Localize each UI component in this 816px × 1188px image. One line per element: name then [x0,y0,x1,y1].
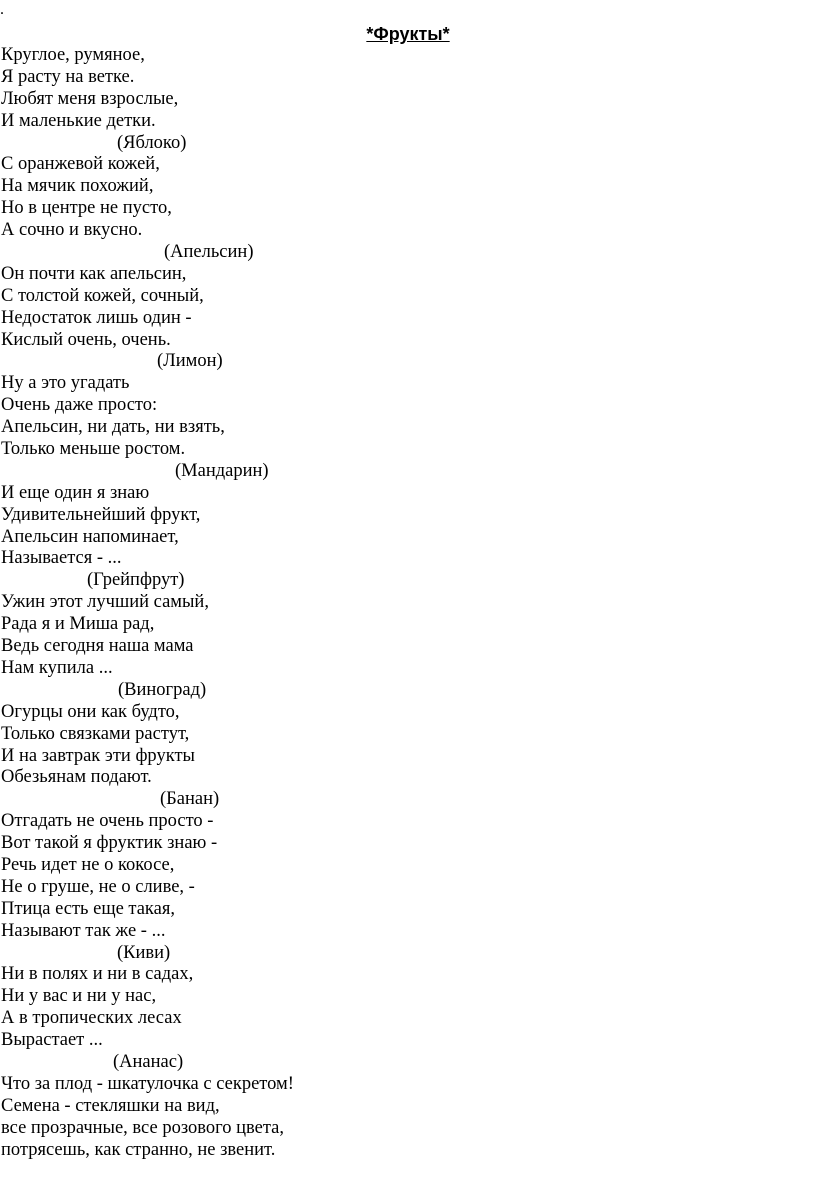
riddle-line: Что за плод - шкатулочка с секретом! [1,1073,294,1094]
riddle-lemon [0,264,816,373]
riddle-poem [0,45,816,1161]
riddle-answer: (Апельсин) [164,242,254,263]
riddle-grapefruit [0,483,816,592]
riddle-line: И на завтрак эти фрукты [1,745,195,766]
riddle-mandarin [0,373,816,482]
riddle-line: Любят меня взрослые, [1,88,179,109]
riddle-line: Кислый очень, очень. [1,329,171,350]
riddle-answer: (Грейпфрут) [87,570,185,591]
riddle-line: Ни у вас и ни у нас, [1,986,157,1007]
riddle-line: Ужин этот лучший самый, [1,592,209,613]
riddle-orange [0,154,816,263]
riddle-line: И маленькие детки. [1,110,156,131]
riddle-line: С толстой кожей, сочный, [1,285,204,306]
riddle-line: все прозрачные, все розового цвета, [1,1117,285,1138]
riddle-line: Только меньше ростом. [1,439,186,460]
riddle-line: Он почти как апельсин, [1,263,187,284]
riddle-answer: (Банан) [160,789,220,810]
riddle-kiwi [0,811,816,964]
page-dot: . [0,1,4,18]
riddle-answer: (Мандарин) [175,460,269,481]
riddle-line: Ведь сегодня наша мама [1,636,194,657]
riddle-pineapple [0,964,816,1073]
riddle-answer: (Ананас) [113,1051,184,1072]
riddle-line: Удивительнейший фрукт, [1,504,201,525]
riddle-line: Называют так же - ... [1,920,166,941]
riddle-line: Ни в полях и ни в садах, [1,964,194,985]
riddle-line: Птица есть еще такая, [1,898,175,919]
riddle-line: Я расту на ветке. [1,66,135,87]
riddle-line: Вырастает ... [1,1030,103,1051]
riddle-line: Ну а это угадать [1,373,130,394]
riddle-line: Речь идет не о кокосе, [1,854,175,875]
riddle-answer: (Виноград) [118,679,207,700]
riddle-answer: (Киви) [117,942,171,963]
riddle-line: А в тропических лесах [1,1008,182,1029]
riddle-line: Только связками растут, [1,723,190,744]
riddle-line: А сочно и вкусно. [1,220,143,241]
riddle-line: Отгадать не очень просто - [1,811,214,832]
riddle-line: Но в центре не пусто, [1,198,172,219]
riddle-line: На мячик похожий, [1,176,154,197]
riddle-answer: (Лимон) [157,351,223,372]
riddle-line: Огурцы они как будто, [1,701,180,722]
riddle-line: Апельсин, ни дать, ни взять, [1,417,225,438]
riddle-line: Обезьянам подают. [1,767,152,788]
riddle-line: Называется - ... [1,548,122,569]
riddle-line: Семена - стекляшки на вид, [1,1095,220,1116]
riddle-banana [0,702,816,811]
riddle-grapes [0,592,816,701]
riddle-line: Круглое, румяное, [1,45,145,65]
riddle-line: С оранжевой кожей, [1,154,160,175]
riddle-line: Апельсин напоминает, [1,526,179,547]
riddle-line: Не о груше, не о сливе, - [1,876,195,897]
riddle-line: Рада я и Миша рад, [1,614,155,635]
riddle-line: И еще один я знаю [1,482,150,503]
riddle-pomegranate [0,1074,816,1162]
riddle-line: Недостаток лишь один - [1,307,192,328]
riddle-line: Нам купила ... [1,657,113,678]
riddle-line: потрясешь, как странно, не звенит. [1,1139,276,1160]
riddle-apple [0,45,816,154]
riddle-line: Вот такой я фруктик знаю - [1,833,218,854]
page-title: *Фрукты* [366,24,450,44]
riddle-line: Очень даже просто: [1,395,158,416]
riddle-answer: (Яблоко) [117,132,187,153]
